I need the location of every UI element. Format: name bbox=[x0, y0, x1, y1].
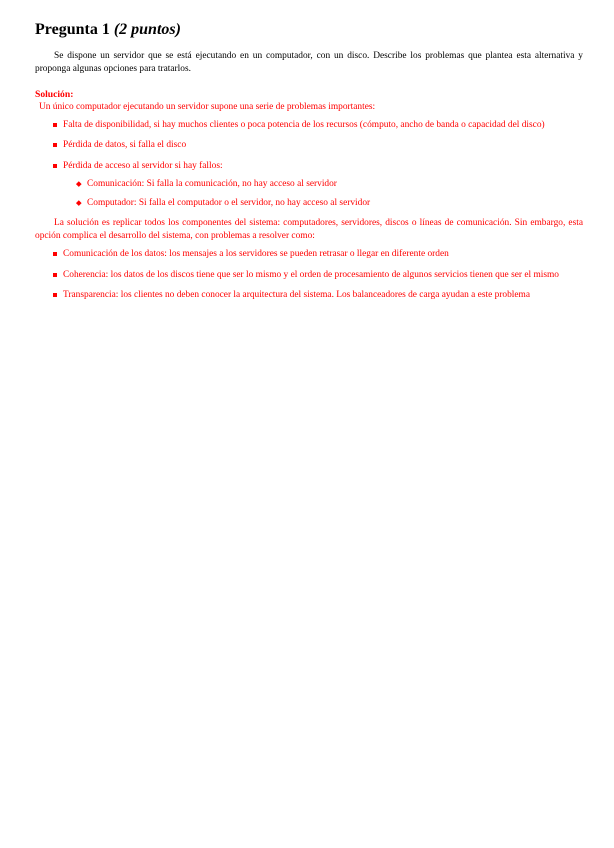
square-bullet-icon bbox=[53, 252, 57, 256]
list-item bbox=[63, 139, 583, 152]
square-bullet-icon bbox=[53, 164, 57, 168]
solution-heading: Solución: bbox=[35, 89, 74, 100]
list-item bbox=[63, 119, 583, 132]
list-item-text: Falta de disponibilidad, si hay muchos clientes o poca potencia de los recursos (cómputo, ancho de banda o capacidad del disco) bbox=[63, 119, 545, 130]
sub-list-item-text: Computador: Si falla el computador o el servidor, no hay acceso al servidor bbox=[87, 197, 371, 208]
square-bullet-icon bbox=[53, 123, 57, 127]
diamond-bullet-icon bbox=[76, 181, 81, 186]
solution-paragraph: La solución es replicar todos los componentes del sistema: computadores, servidores, discos o líneas de comunicación. Sin embargo, esta opción complica el desarrollo del sistema, con problemas a resolver como: bbox=[35, 218, 583, 241]
list-item bbox=[63, 269, 583, 282]
square-bullet-icon bbox=[53, 143, 57, 147]
question-title bbox=[35, 20, 583, 40]
subproblems-list bbox=[63, 178, 583, 209]
issues-list bbox=[35, 248, 583, 302]
square-bullet-icon bbox=[53, 273, 57, 277]
list-item-text: Coherencia: los datos de los discos tiene que ser lo mismo y el orden de procesamiento de algunos servicios tienen que ser el mismo bbox=[63, 269, 559, 280]
list-item bbox=[63, 248, 583, 261]
list-item bbox=[63, 160, 583, 210]
sub-list-item bbox=[87, 197, 583, 210]
sub-list-item bbox=[87, 178, 583, 191]
list-item bbox=[63, 289, 583, 302]
solution-section bbox=[35, 89, 583, 302]
sub-list-item-text: Comunicación: Si falla la comunicación, no hay acceso al servidor bbox=[87, 179, 337, 189]
question-statement: Se dispone un servidor que se está ejecutando en un computador, con un disco. Describe los problemas que plantea esta alternativa y proponga algunas opciones para tratarlos. bbox=[35, 51, 583, 74]
list-item-text: Transparencia: los clientes no deben conocer la arquitectura del sistema. Los balanceadores de carga ayudan a este problema bbox=[63, 290, 530, 300]
list-item-text: Comunicación de los datos: los mensajes a los servidores se pueden retrasar o llegar en diferente orden bbox=[63, 249, 449, 259]
list-item-text: Pérdida de datos, si falla el disco bbox=[63, 140, 187, 150]
list-item-text: Pérdida de acceso al servidor si hay fallos: bbox=[63, 160, 223, 171]
exam-page bbox=[35, 20, 583, 310]
square-bullet-icon bbox=[53, 293, 57, 297]
question-number: Pregunta 1 bbox=[35, 21, 110, 38]
diamond-bullet-icon bbox=[76, 200, 81, 205]
question-points: (2 puntos) bbox=[113, 21, 181, 38]
problems-list bbox=[35, 119, 583, 210]
solution-intro: Un único computador ejecutando un servidor supone una serie de problemas importantes: bbox=[39, 102, 376, 112]
